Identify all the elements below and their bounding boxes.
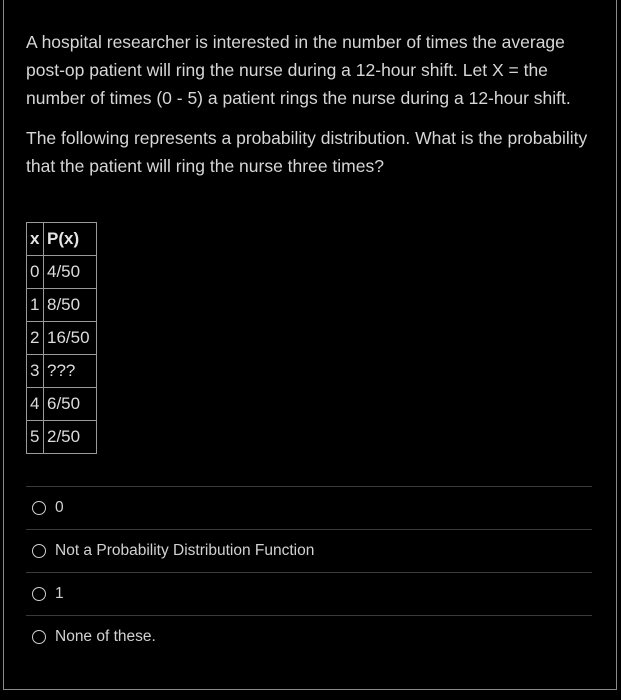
table-cell-px: ??? (44, 355, 97, 388)
answer-option-not-pdf[interactable] (26, 529, 592, 572)
answer-option-label[interactable]: Not a Probability Distribution Function (55, 542, 315, 559)
answer-option-none[interactable] (26, 615, 592, 658)
table-cell-x: 1 (27, 289, 44, 322)
table-cell-x: 2 (27, 322, 44, 355)
question-paragraph-2: The following represents a probability distribution. What is the probability that the patient will ring the nurse three times? (26, 128, 588, 176)
probability-table (26, 222, 97, 454)
radio-button-icon[interactable] (32, 630, 46, 644)
table-cell-x: 5 (27, 421, 44, 454)
radio-button-icon[interactable] (32, 501, 46, 515)
table-cell-px: 16/50 (44, 322, 97, 355)
table-header-x: x (27, 223, 44, 256)
answer-option-label[interactable]: None of these. (55, 628, 156, 645)
table-row (27, 355, 97, 388)
table-cell-x: 0 (27, 256, 44, 289)
table-cell-x: 4 (27, 388, 44, 421)
question-paragraph-1: A hospital researcher is interested in the number of times the average post-op patient will ring the nurse during a 12-hour shift. Let X = the number of times (0 - 5) a patient rings the nurse during a 12-hour shift. (26, 32, 571, 108)
answer-option-0[interactable] (26, 486, 592, 529)
table-row (27, 256, 97, 289)
table-cell-px: 4/50 (44, 256, 97, 289)
question-text (26, 28, 591, 192)
table-cell-px: 6/50 (44, 388, 97, 421)
table-row (27, 289, 97, 322)
answer-options (26, 486, 592, 658)
table-cell-x: 3 (27, 355, 44, 388)
table-row (27, 322, 97, 355)
answer-option-label[interactable]: 0 (55, 499, 64, 516)
table-row (27, 388, 97, 421)
table-cell-px: 8/50 (44, 289, 97, 322)
table-header-px: P(x) (44, 223, 97, 256)
table-cell-px: 2/50 (44, 421, 97, 454)
radio-button-icon[interactable] (32, 544, 46, 558)
answer-option-1[interactable] (26, 572, 592, 615)
table-header-row (27, 223, 97, 256)
radio-button-icon[interactable] (32, 587, 46, 601)
table-row (27, 421, 97, 454)
answer-option-label[interactable]: 1 (55, 585, 64, 602)
